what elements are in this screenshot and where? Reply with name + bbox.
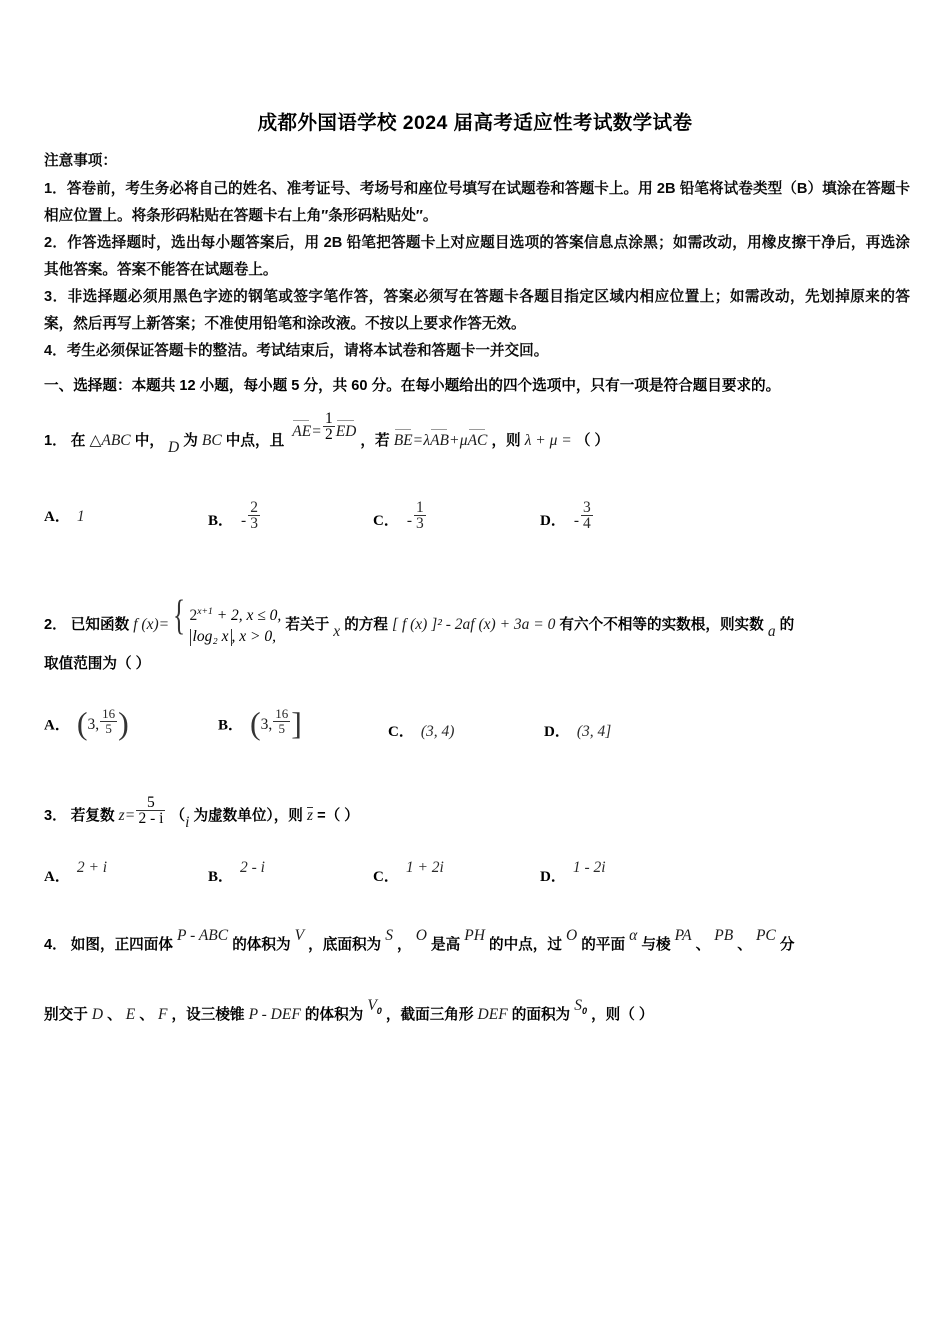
question-3-option-a[interactable] <box>44 859 108 886</box>
question-1-option-c-label: C． <box>373 512 399 529</box>
question-3-option-c-label: C． <box>373 869 399 885</box>
question-4-stem-line-1 <box>44 927 795 955</box>
question-4-height-ph: PH <box>464 927 485 944</box>
question-1-option-b-denominator: 3 <box>250 515 258 533</box>
question-4-point-o: O <box>415 927 427 944</box>
question-1-vector-be: BE <box>393 432 413 450</box>
question-1-answer-blank: （ ） <box>575 433 610 450</box>
question-3-option-b-label: B． <box>208 869 234 885</box>
question-4-text-d: ， <box>397 937 412 953</box>
question-2-text-d: 有六个不相等的实数根，则实数 <box>559 616 764 633</box>
question-1-option-b-sign: - <box>241 511 247 529</box>
notice-item-2: 2．作答选择题时，选出每小题答案后，用 2B 铅笔把答题卡上对应题目选项的答案信息点涂黑；如需改动，用橡皮擦干净后，再选涂其他答案。答案不能答在试题卷上。 <box>44 235 910 278</box>
question-1-option-c[interactable] <box>373 498 427 538</box>
question-1-option-d-sign: - <box>573 511 580 529</box>
question-2-option-a-left: 3, <box>87 716 100 734</box>
question-1-equals-2: = <box>413 432 423 450</box>
question-2-variable-a: a <box>767 622 776 640</box>
question-2-option-d[interactable] <box>544 720 611 741</box>
question-2-equals: = <box>159 615 169 633</box>
question-1-fraction-denominator: 2 <box>324 426 333 444</box>
question-4-number: 4． <box>44 937 67 953</box>
question-4-pyramid-p-def: P - DEF <box>248 1006 301 1023</box>
question-4-stem-line-2 <box>44 997 654 1030</box>
question-4-volume-v0-subscript: 0 <box>376 1005 382 1016</box>
question-1-vector-ae: AE <box>292 423 312 441</box>
question-1-segment-bc: BC <box>201 432 222 450</box>
question-2-number: 2． <box>44 616 67 633</box>
question-1-option-c-sign: - <box>406 511 413 529</box>
question-2-option-b-numerator: 16 <box>275 706 289 722</box>
question-4-area-s: S <box>385 927 393 944</box>
question-4-text-e: 是高 <box>430 937 461 953</box>
question-3-text-b: （ <box>170 808 186 825</box>
question-4-text-i: 分 <box>779 937 795 953</box>
question-3-text-a: 若复数 <box>70 808 115 825</box>
question-1-text-b: 中， <box>134 433 164 450</box>
notice-heading: 注意事项： <box>44 153 117 169</box>
question-1-option-b-label: B． <box>208 512 234 529</box>
question-2-variable-x: x <box>333 622 341 640</box>
question-3-number: 3． <box>44 808 67 825</box>
question-1-text-e: ，若 <box>360 433 390 450</box>
notice-block <box>44 148 910 365</box>
question-3-option-c-value: 1 + 2i <box>405 859 444 876</box>
question-4-line2-text-c: 的体积为 <box>304 1007 364 1023</box>
question-1-options <box>44 498 944 545</box>
question-4-text-a: 如图，正四面体 <box>70 937 173 953</box>
question-1-option-d-denominator: 4 <box>583 515 591 533</box>
question-3-imaginary-unit: i <box>185 814 190 832</box>
question-2-option-b[interactable] <box>218 705 302 742</box>
question-1-text-c: 为 <box>183 433 198 450</box>
question-2-piece-1-rest: + 2, x ≤ 0, <box>212 607 282 625</box>
question-4-line2-text-a: 别交于 <box>44 1007 88 1023</box>
question-4-line2-text-d: ，截面三角形 <box>385 1007 474 1023</box>
question-1-number: 1． <box>44 433 67 450</box>
question-2-piece-1-base: 2 <box>189 607 198 625</box>
question-1-point-d: D <box>167 439 180 457</box>
question-2-stem-line-2: 取值范围为（ ） <box>44 656 151 672</box>
question-2-piece-1-exponent: x+1 <box>197 606 213 617</box>
notice-item-3: 3．非选择题必须用黑色字迹的钢笔或签字笔作答，答案必须写在答题卡各题目指定区域内相应位置上；如需改动，先划掉原来的答案，然后再写上新答案；不准使用铅笔和涂改液。不按以上要求作答无效。 <box>44 289 910 332</box>
question-4-sep-2: 、 <box>737 937 752 953</box>
question-3-option-b[interactable] <box>208 859 265 886</box>
question-3-options <box>44 859 944 905</box>
question-2-text-b: 若关于 <box>285 616 330 633</box>
question-2-text-e: 的 <box>779 616 795 633</box>
question-2-options <box>44 705 944 752</box>
question-2-option-a-label: A． <box>44 717 70 734</box>
question-4-point-e: E <box>125 1006 136 1023</box>
question-3-fraction-denominator: 2 - i <box>138 810 164 828</box>
question-2-option-b-label: B． <box>218 717 244 734</box>
question-2-piece-2 <box>190 626 282 647</box>
question-1-vector-ab: AB <box>430 432 450 450</box>
question-4-edge-pb: PB <box>714 927 734 944</box>
question-2-option-c[interactable] <box>388 720 454 741</box>
question-4-text-c: ，底面积为 <box>308 937 382 953</box>
question-2-option-b-left: 3, <box>260 716 273 734</box>
question-2-option-b-close-delim: ] <box>291 705 302 742</box>
question-1-option-d-numerator: 3 <box>583 498 591 516</box>
question-1-option-b[interactable] <box>208 498 261 538</box>
question-1-option-a[interactable] <box>44 505 85 526</box>
notice-item-1: 1．答卷前，考生务必将自己的姓名、准考证号、考场号和座位号填写在试题卷和答题卡上。用 2B 铅笔将试卷类型（B）填涂在答题卡相应位置上。将条形码粘贴在答题卡右上角″条形码粘贴处″。 <box>44 181 910 224</box>
question-2-option-d-value: (3, 4] <box>576 723 612 740</box>
question-1-result-expression: λ + μ = <box>524 432 572 450</box>
question-3-z-conjugate: z <box>306 807 314 825</box>
section-heading-multiple-choice: 一、选择题：本题共 12 小题，每小题 5 分，共 60 分。在每小题给出的四个选项中，只有一项是符合题目要求的。 <box>44 378 781 394</box>
page-title: 成都外国语学校 2024 届高考适应性考试数学试卷 <box>257 112 693 134</box>
question-4-line2-sep-1: 、 <box>107 1007 122 1023</box>
question-2-stem <box>44 592 795 648</box>
question-3-text-c: 为虚数单位），则 <box>193 808 303 825</box>
question-2-option-a[interactable] <box>44 705 129 742</box>
question-2-piecewise: { $2^{x+1} + 2$, x ≤ 0, log₂ x , x > 0, <box>173 592 282 646</box>
question-1-fraction-numerator: 1 <box>324 409 333 427</box>
question-4-text-b: 的体积为 <box>232 937 291 953</box>
question-3-option-d-value: 1 - 2i <box>572 859 606 876</box>
question-4-line2-text-f: ，则（ ） <box>591 1007 654 1023</box>
question-4-line2-text-b: ，设三棱锥 <box>171 1007 245 1023</box>
question-2-piece-1 <box>190 601 282 626</box>
question-2-function-fx: f (x) <box>133 615 159 633</box>
question-4-tetrahedron-p-abc: P - ABC <box>177 927 229 944</box>
question-2-piece-2-abs: log₂ x <box>190 629 232 646</box>
question-1-lambda: λ <box>423 432 431 450</box>
question-2-text-c: 的方程 <box>344 616 388 633</box>
question-1-vector-ac: AC <box>467 432 488 450</box>
question-2-text-a: 已知函数 <box>70 616 130 633</box>
question-3-option-a-value: 2 + i <box>76 859 108 876</box>
question-2-option-a-denominator: 5 <box>100 721 117 735</box>
question-4-text-f: 的中点，过 <box>488 937 562 953</box>
question-4-sep-1: 、 <box>695 937 711 953</box>
question-3-text-d: =（ ） <box>317 808 359 825</box>
question-1-text-f: ，则 <box>491 433 521 450</box>
question-1-triangle-abc: △ABC <box>89 432 131 450</box>
question-4-volume-v: V <box>294 927 305 944</box>
question-4-text-g: 的平面 <box>581 937 626 953</box>
question-3-option-b-value: 2 - i <box>240 859 265 876</box>
question-3-fraction-numerator: 5 <box>147 793 155 811</box>
question-4-text-h: 与棱 <box>641 937 671 953</box>
question-1-plus: + <box>450 432 459 450</box>
question-1-stem <box>44 409 610 458</box>
question-1-option-d-label: D． <box>540 512 566 529</box>
question-3-stem <box>44 793 359 833</box>
question-2-option-a-numerator: 16 <box>102 706 116 722</box>
question-2-option-b-denominator: 5 <box>273 721 290 735</box>
question-1-option-a-value: 1 <box>76 508 85 525</box>
question-1-option-a-label: A． <box>44 509 70 525</box>
question-1-text-d: 中点，且 <box>225 433 285 450</box>
question-3-option-c[interactable] <box>373 859 444 886</box>
question-4-line2-sep-2: 、 <box>139 1007 154 1023</box>
question-1-option-b-numerator: 2 <box>250 498 258 516</box>
question-2-piece-2-rest: , x > 0, <box>231 628 276 646</box>
question-4-point-d: D <box>91 1006 104 1023</box>
question-3-option-d[interactable] <box>540 859 606 886</box>
question-4-plane-alpha: α <box>629 927 638 944</box>
question-1-option-d[interactable] <box>540 498 594 538</box>
question-4-volume-v0: V <box>367 997 377 1014</box>
question-4-area-s0: S <box>574 997 582 1014</box>
question-3-variable-z: z <box>118 807 125 825</box>
question-3-option-a-label: A． <box>44 869 70 885</box>
question-2-option-c-value: (3, 4) <box>420 723 455 740</box>
question-4-point-o-2: O <box>566 927 578 944</box>
question-2-option-a-close-delim: ) <box>118 705 129 742</box>
question-1-option-c-numerator: 1 <box>416 498 424 516</box>
question-4-point-f: F <box>158 1006 168 1023</box>
question-2-option-a-open-delim: ( <box>76 705 88 742</box>
question-1-option-c-denominator: 3 <box>416 515 424 533</box>
notice-item-4: 4．考生必须保证答题卡的整洁。考试结束后，请将本试卷和答题卡一并交回。 <box>44 343 549 359</box>
question-4-line2-text-e: 的面积为 <box>511 1007 571 1023</box>
question-1-mu: μ <box>459 432 468 450</box>
question-3-equals: = <box>125 807 135 825</box>
question-4-area-s0-subscript: 0 <box>581 1005 587 1016</box>
question-1-vector-ed: ED <box>335 423 357 441</box>
question-2-option-c-label: C． <box>388 724 414 740</box>
question-1-text-a: 在 <box>70 433 86 450</box>
question-2-option-d-label: D． <box>544 724 570 740</box>
question-2-equation: [ f (x) ]² - 2af (x) + 3a = 0 <box>392 615 556 633</box>
question-4-triangle-def: DEF <box>477 1006 508 1023</box>
question-1-equals: = <box>312 423 321 441</box>
question-4-edge-pa: PA <box>674 927 692 944</box>
question-4-edge-pc: PC <box>755 927 776 944</box>
question-3-option-d-label: D． <box>540 869 566 885</box>
question-2-option-b-open-delim: ( <box>250 705 261 742</box>
